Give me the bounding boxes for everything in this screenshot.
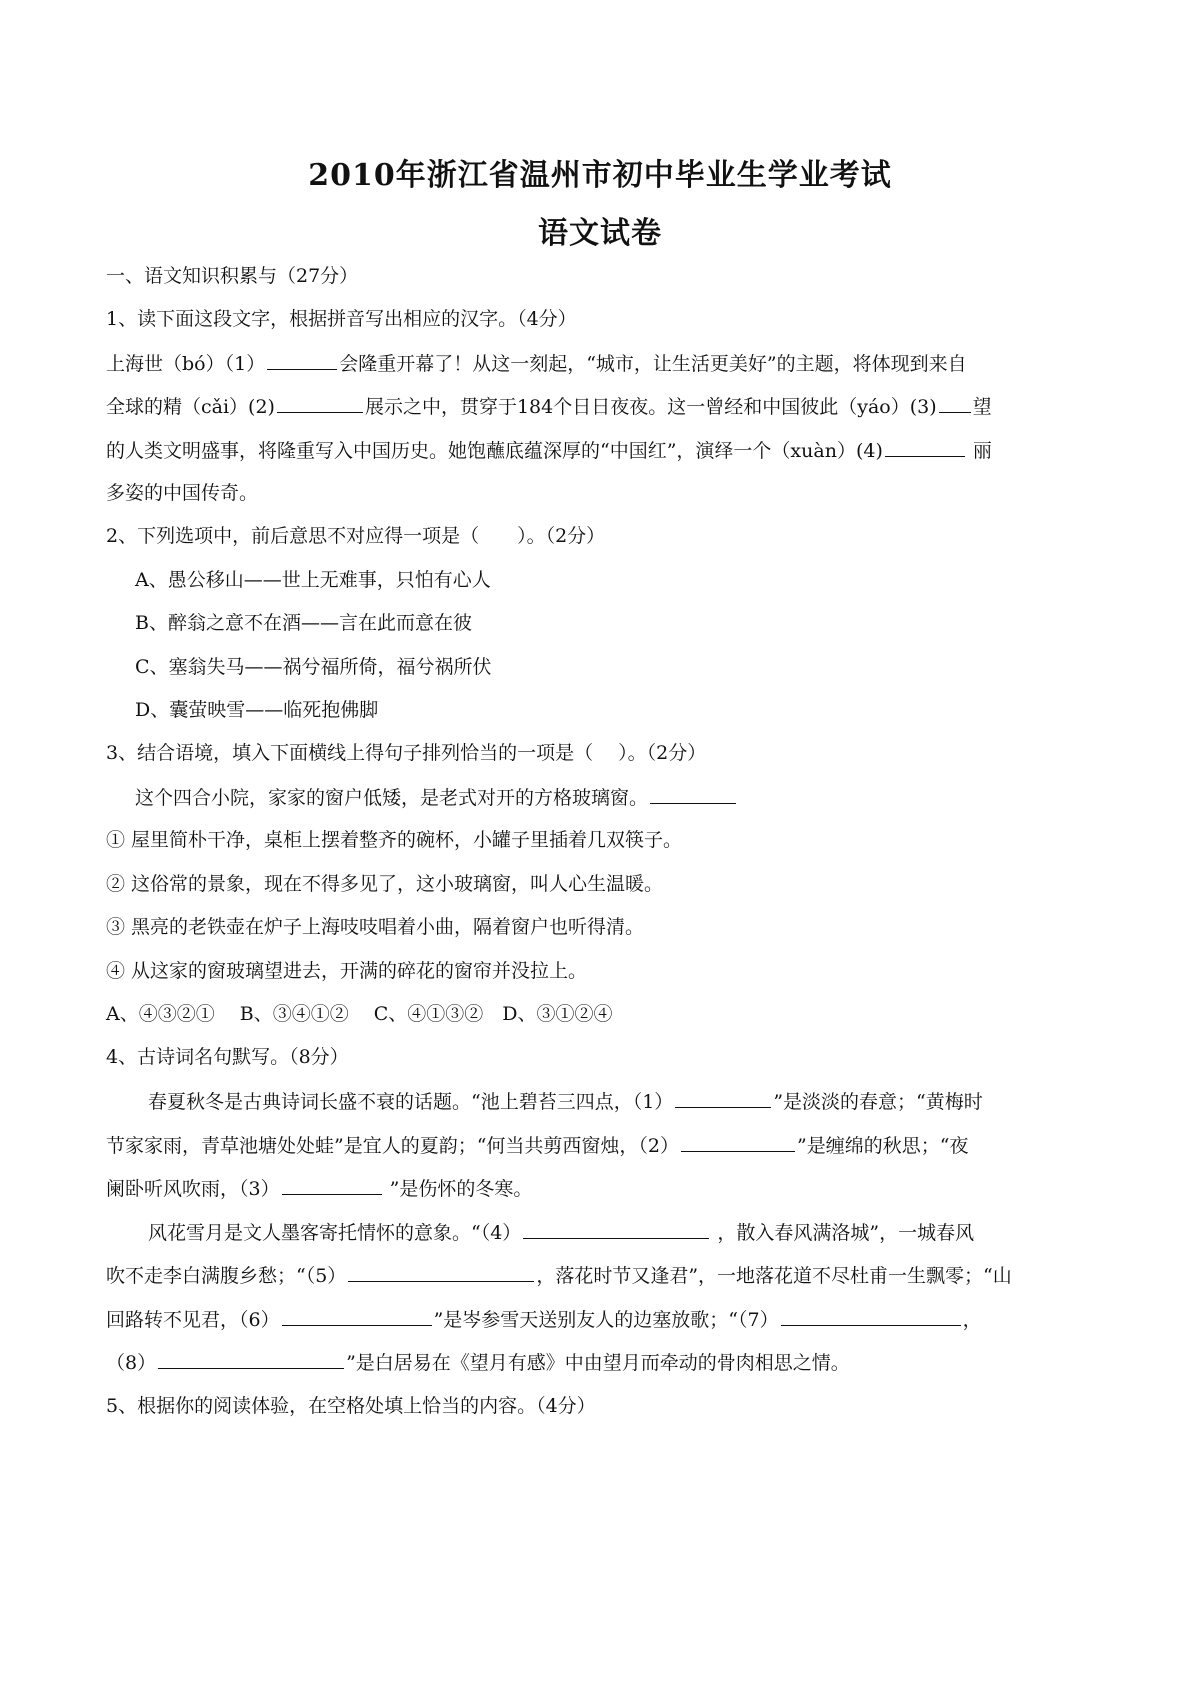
q3-context	[135, 783, 738, 812]
q4-text: ，散入春风满洛城”，一城春风	[717, 1222, 975, 1244]
q4-text: （8）	[106, 1352, 157, 1374]
answer-blank-q4-6[interactable]	[282, 1305, 432, 1326]
q4-text: ，落花时节又逢君”，一地落花道不尽杜甫一生飘零；“山	[536, 1265, 1012, 1287]
q1-line-2-b: 展示之中，贯穿于184个日日夜夜。这一曾经和中国彼此（yáo）(3)	[364, 396, 937, 418]
q4-text: 吹不走李白满腹乡愁；“（5）	[106, 1265, 347, 1287]
q4-text: 风花雪月是文人墨客寄托情怀的意象。“（4）	[148, 1222, 522, 1244]
q4-text: ”是淡淡的春意；“黄梅时	[773, 1091, 983, 1113]
q1-line-1-b: 会隆重开幕了！从这一刻起，“城市，让生活更美好”的主题，将体现到来自	[339, 353, 967, 375]
q4-p2-line-4	[106, 1348, 850, 1377]
q2-option-a: A、愚公移山——世上无难事，只怕有心人	[135, 569, 491, 591]
q1-stem: 1、读下面这段文字，根据拼音写出相应的汉字。（4分）	[106, 308, 577, 330]
q4-text: 节家家雨，青草池塘处处蛙”是宜人的夏韵；“何当共剪西窗烛，（2）	[106, 1135, 680, 1157]
answer-blank-1[interactable]	[267, 349, 337, 370]
answer-blank-q4-2[interactable]	[681, 1131, 795, 1152]
q2-stem: 2、下列选项中，前后意思不对应得一项是（ ）。（2分）	[106, 525, 606, 547]
q3-stem: 3、结合语境，填入下面横线上得句子排列恰当的一项是（ ）。（2分）	[106, 742, 707, 764]
q4-text: ，	[962, 1309, 982, 1331]
q2-option-c: C、塞翁失马——祸兮福所倚，福兮祸所伏	[135, 656, 492, 678]
q3-item-1: ① 屋里简朴干净，桌柜上摆着整齐的碗杯，小罐子里插着几双筷子。	[106, 829, 683, 851]
q1-line-1-a: 上海世（bó）（1）	[106, 353, 266, 375]
q3-item-3: ③ 黑亮的老铁壶在炉子上海吱吱唱着小曲，隔着窗户也听得清。	[106, 916, 645, 938]
q2-option-d: D、囊萤映雪——临死抱佛脚	[135, 699, 379, 721]
q4-p1-line-1	[148, 1087, 983, 1116]
q4-text: ”是伤怀的冬寒。	[389, 1178, 533, 1200]
q1-line-2	[106, 392, 992, 421]
q4-text: 春夏秋冬是古典诗词长盛不衰的话题。“池上碧苔三四点，（1）	[148, 1091, 674, 1113]
q1-line-3	[106, 436, 992, 465]
q3-answer-blank[interactable]	[650, 783, 736, 804]
q5-stem: 5、根据你的阅读体验，在空格处填上恰当的内容。（4分）	[106, 1395, 596, 1417]
answer-blank-4[interactable]	[885, 436, 965, 457]
answer-blank-q4-4[interactable]	[523, 1218, 709, 1239]
q4-p2-line-1	[148, 1218, 974, 1247]
q4-p1-line-3	[106, 1174, 532, 1203]
q4-text: ”是岑参雪天送别友人的边塞放歌；“（7）	[433, 1309, 779, 1331]
q1-line-2-a: 全球的精（cǎi）(2)	[106, 396, 275, 418]
q4-p1-line-2	[106, 1131, 968, 1160]
q4-text: ”是缠绵的秋思；“夜	[797, 1135, 969, 1157]
q1-line-4: 多姿的中国传奇。	[106, 482, 259, 504]
q1-line-1	[106, 349, 967, 378]
q1-line-3-b: 丽	[972, 440, 992, 462]
q3-context-text: 这个四合小院，家家的窗户低矮，是老式对开的方格玻璃窗。	[135, 787, 649, 809]
answer-blank-q4-5[interactable]	[348, 1261, 534, 1282]
answer-blank-q4-1[interactable]	[675, 1087, 771, 1108]
answer-blank-q4-3[interactable]	[282, 1174, 382, 1195]
answer-blank-2[interactable]	[277, 392, 363, 413]
q3-item-2: ② 这俗常的景象，现在不得多见了，这小玻璃窗，叫人心生温暖。	[106, 873, 664, 895]
q4-text: 阑卧听风吹雨，（3）	[106, 1178, 280, 1200]
q3-item-4: ④ 从这家的窗玻璃望进去，开满的碎花的窗帘并没拉上。	[106, 960, 588, 982]
q3-choices: A、④③②① B、③④①② C、④①③② D、③①②④	[106, 1003, 613, 1025]
exam-title: 2010年浙江省温州市初中毕业生学业考试	[308, 158, 892, 193]
answer-blank-q4-7[interactable]	[781, 1305, 961, 1326]
q4-text: 回路转不见君，（6）	[106, 1309, 280, 1331]
answer-blank-3[interactable]	[939, 392, 971, 413]
q2-option-b: B、醉翁之意不在酒——言在此而意在彼	[135, 612, 472, 634]
q1-line-3-a: 的人类文明盛事，将隆重写入中国历史。她饱蘸底蕴深厚的“中国红”，演绎一个（xuàn）(4)	[106, 440, 883, 462]
q4-stem: 4、古诗词名句默写。（8分）	[106, 1046, 349, 1068]
answer-blank-q4-8[interactable]	[158, 1348, 344, 1369]
q4-text: ”是白居易在《望月有感》中由望月而牵动的骨肉相思之情。	[346, 1352, 850, 1374]
q1-line-2-c: 望	[972, 396, 992, 418]
q4-p2-line-3	[106, 1305, 982, 1334]
q4-p2-line-2	[106, 1261, 1012, 1290]
section-heading: 一、语文知识积累与（27分）	[106, 265, 359, 287]
exam-subtitle: 语文试卷	[538, 216, 662, 251]
